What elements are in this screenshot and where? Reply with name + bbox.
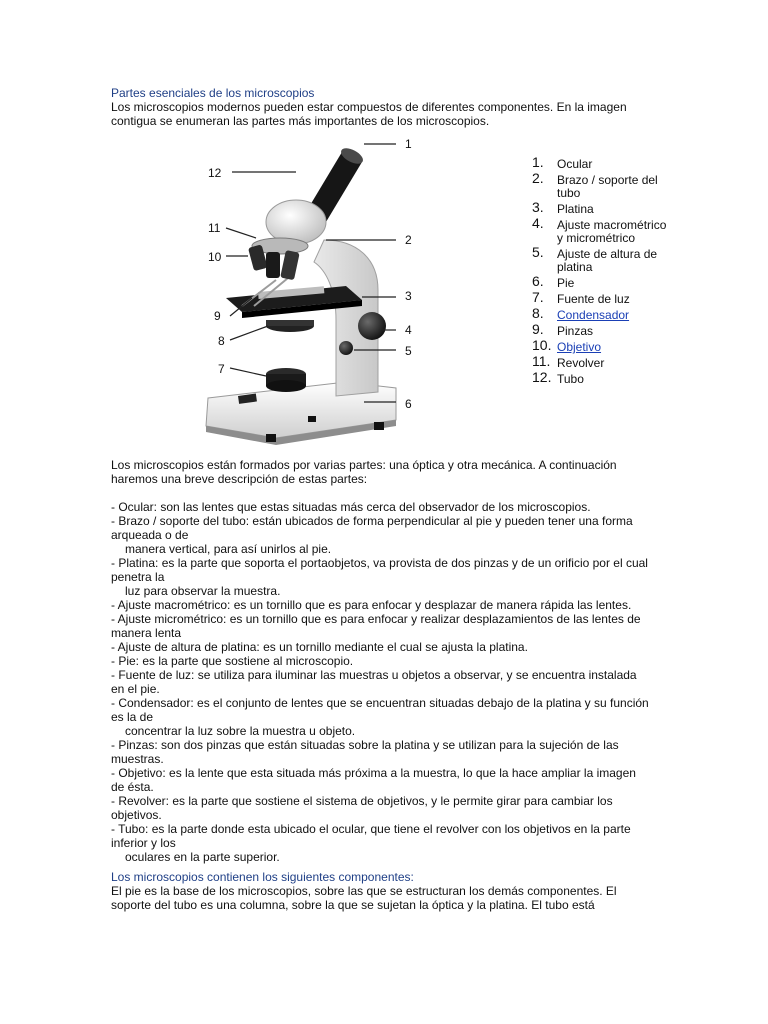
legend-item [532, 305, 672, 322]
description-item: - Ajuste de altura de platina: es un tornillo mediante el cual se ajusta la platina. [111, 640, 528, 654]
parts-legend [532, 154, 672, 389]
legend-label: Fuente de luz [557, 292, 630, 306]
legend-number: 11. [532, 353, 551, 369]
legend-number: 12. [532, 369, 552, 385]
microscope-illustration [196, 130, 432, 455]
legend-label: Revolver [557, 356, 605, 370]
legend-label: Ocular [557, 157, 593, 171]
microscope-figure [196, 130, 432, 455]
legend-number: 10. [532, 337, 552, 353]
legend-number: 9. [532, 321, 544, 337]
head-shape [266, 200, 326, 244]
description-item: - Brazo / soporte del tubo: están ubicados de forma perpendicular al pie y pueden tener una forma arqueada o de [111, 514, 633, 542]
legend-label: Brazo / soporte del tubo [557, 173, 658, 200]
callout-4: 4 [405, 323, 412, 337]
description-item: - Pinzas: son dos pinzas que están situadas sobre la platina y se utilizan para la sujeción de las muestras. [111, 738, 619, 766]
legend-item [532, 199, 672, 216]
legend-item [532, 154, 672, 171]
callout-12: 12 [208, 166, 222, 180]
description-item: - Ajuste micrométrico: es un tornillo que es para enfocar y realizar desplazamientos de las lentes de manera lenta [111, 612, 641, 640]
legend-number: 3. [532, 199, 544, 215]
description-item: - Condensador: es el conjunto de lentes que se encuentran situadas debajo de la platina y su función es la de [111, 696, 649, 724]
callout-8: 8 [218, 334, 225, 348]
legend-label: Pinzas [557, 324, 594, 338]
legend-item [532, 273, 672, 290]
description-item-continuation: oculares en la parte superior. [125, 850, 280, 864]
callout-5: 5 [405, 344, 412, 358]
closing-paragraph: El pie es la base de los microscopios, sobre las que se estructuran los demás componentes. El soporte del tubo es una columna, sobre la que se sujetan la óptica y la platina. El tubo está [111, 884, 617, 912]
legend-number: 1. [532, 154, 544, 170]
legend-item [532, 337, 672, 354]
description-item-continuation: concentrar la luz sobre la muestra u objeto. [125, 724, 356, 738]
callout-1: 1 [405, 137, 412, 151]
legend-number: 5. [532, 244, 544, 260]
legend-item [532, 321, 672, 338]
description-body [111, 458, 651, 912]
description-item: - Platina: es la parte que soporta el portaobjetos, va provista de dos pinzas y de un orificio por el cual penetra la [111, 556, 648, 584]
description-item: - Ajuste macrométrico: es un tornillo que es para enfocar y desplazar de manera rápida las lentes. [111, 598, 632, 612]
objetivo-link[interactable]: Objetivo [557, 340, 602, 354]
legend-label: Ajuste macrométrico y micrométrico [557, 218, 667, 245]
legend-number: 8. [532, 305, 544, 321]
legend-item [532, 289, 672, 306]
legend-item [532, 215, 672, 245]
legend-number: 2. [532, 170, 544, 186]
components-subheading: Los microscopios contienen los siguientes componentes: [111, 870, 414, 884]
description-item: - Revolver: es la parte que sostiene el sistema de objetivos, y le permite girar para cambiar los objetivos. [111, 794, 613, 822]
callout-7: 7 [218, 362, 225, 376]
section-heading: Partes esenciales de los microscopios [111, 86, 315, 100]
legend-item [532, 170, 672, 200]
legend-number: 6. [532, 273, 544, 289]
focus-knob-shape [358, 312, 386, 340]
callout-11: 11 [208, 221, 221, 235]
legend-number: 4. [532, 215, 544, 231]
legend-item [532, 244, 672, 274]
legend-number: 7. [532, 289, 544, 305]
legend-label: Platina [557, 202, 594, 216]
callout-10: 10 [208, 250, 222, 264]
description-item: - Fuente de luz: se utiliza para iluminar las muestras u objetos a observar, y se encuentra instalada en el pie. [111, 668, 637, 696]
legend-item [532, 353, 672, 370]
callout-6: 6 [405, 397, 412, 411]
legend-item [532, 369, 672, 386]
legend-label: Ajuste de altura de platina [557, 247, 658, 274]
condensador-link[interactable]: Condensador [557, 308, 630, 322]
legend-label: Pie [557, 276, 575, 290]
description-item: - Tubo: es la parte donde esta ubicado el ocular, que tiene el revolver con los objetivos en la parte inferior y los [111, 822, 631, 850]
intro-paragraph: Los microscopios modernos pueden estar compuestos de diferentes componentes. En la imagen contigua se enumeran las partes más importantes de los microscopios. [111, 100, 627, 128]
description-item: - Pie: es la parte que sostiene al microscopio. [111, 654, 354, 668]
description-intro: Los microscopios están formados por varias partes: una óptica y otra mecánica. A continuación haremos una breve descripción de estas partes: [111, 458, 617, 486]
description-item: - Ocular: son las lentes que estas situadas más cerca del observador de los microscopios. [111, 500, 591, 514]
callout-3: 3 [405, 289, 412, 303]
description-item: - Objetivo: es la lente que esta situada más próxima a la muestra, lo que la hace ampliar la imagen de ésta. [111, 766, 636, 794]
callout-9: 9 [214, 309, 221, 323]
legend-label: Tubo [557, 372, 584, 386]
description-item-continuation: luz para observar la muestra. [125, 584, 281, 598]
callout-2: 2 [405, 233, 412, 247]
description-item-continuation: manera vertical, para así unirlos al pie. [125, 542, 332, 556]
